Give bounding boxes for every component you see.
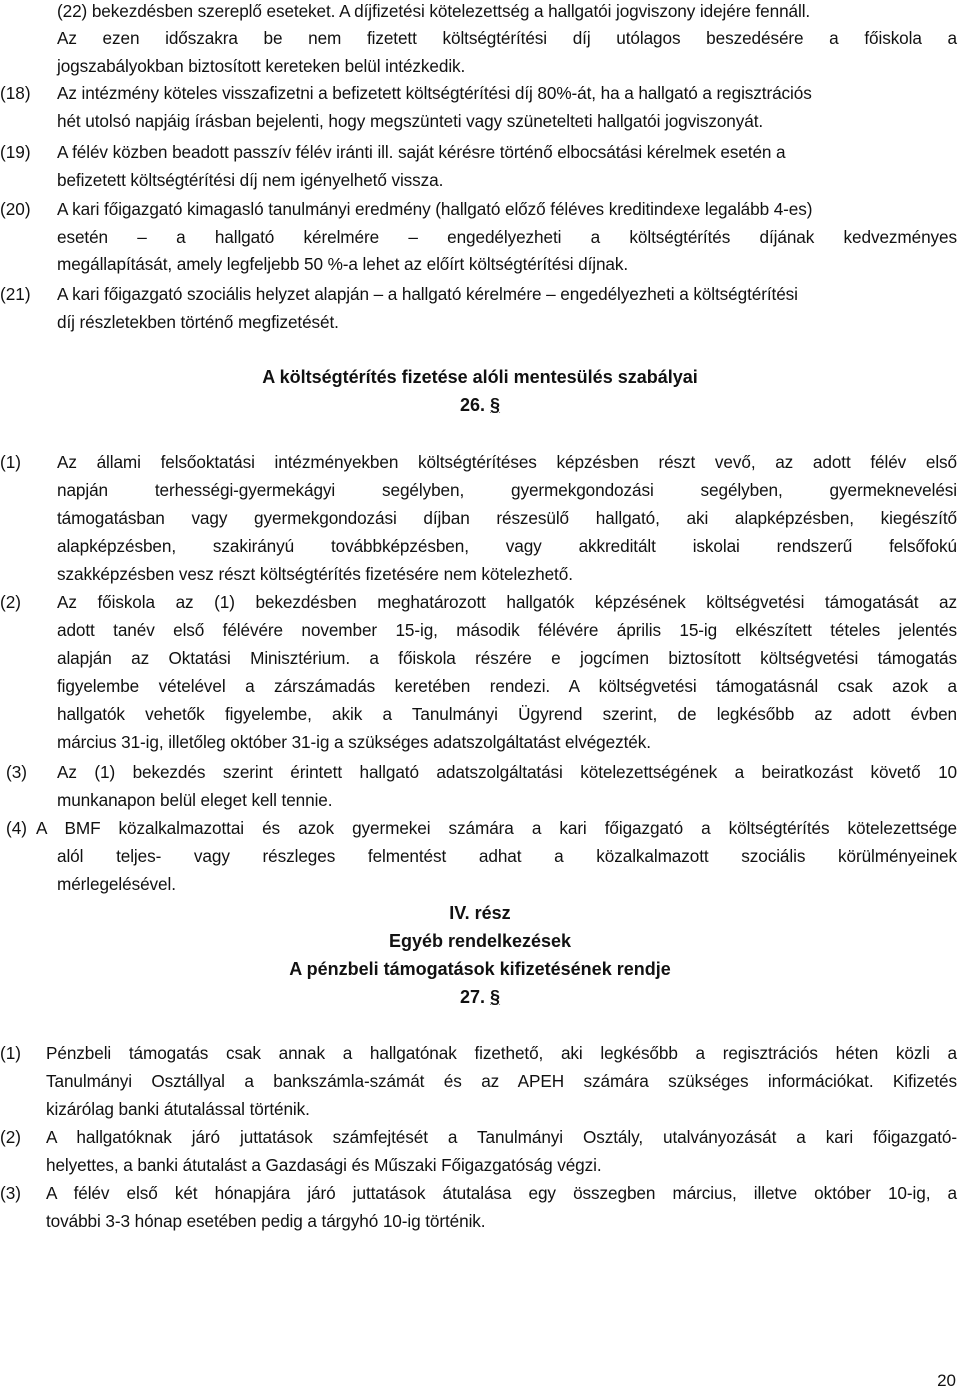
paragraph-line: Pénzbeli támogatás csak annak a hallgatónak fizethető, aki legkésőbb a regisztrációs héten közli a — [46, 1043, 957, 1063]
paragraph-line: A félév közben beadott passzív félév iránti ill. saját kérésre történő elbocsátási kérelmek esetén a — [57, 142, 786, 162]
paragraph-line: A kari főigazgató kimagasló tanulmányi eredmény (hallgató előző féléves kreditindexe legalább 4-es) — [57, 199, 813, 219]
section-number-text: 26. — [459, 395, 485, 415]
paragraph-line: figyelembe vételével a zárszámadás keretében rendezi. A költségvetési támogatásnál csak azok a — [57, 676, 957, 696]
paragraph-line: Az (1) bekezdés szerint érintett hallgató adatszolgáltatási kötelezettségének a beiratkozást követő 10 — [57, 762, 957, 782]
paragraph-number: (3) — [0, 1183, 22, 1203]
paragraph-number: (3) — [6, 762, 28, 782]
paragraph-line: A félév első két hónapjára járó juttatások átutalása egy összegben március, illetve október 10-ig, a — [46, 1183, 957, 1203]
paragraph-number: (2) — [0, 592, 22, 612]
part-subtitle: Egyéb rendelkezések — [388, 931, 572, 951]
paragraph-line: (22) bekezdésben szereplő eseteket. A díjfizetési kötelezettség a hallgatói jogviszony idejére fennáll. — [57, 1, 811, 21]
section-mark: § — [490, 987, 501, 1007]
paragraph-number: (18) — [0, 83, 31, 103]
paragraph-line: Tanulmányi Osztállyal a bankszámla-számát és az APEH számára szükséges információkat. Kifizetés — [46, 1071, 957, 1091]
paragraph-line: munkanapon belül eleget kell tennie. — [57, 790, 333, 810]
section-number-text: 27. — [459, 987, 485, 1007]
paragraph-line: hallgatók vehetők figyelembe, akik a Tanulmányi Ügyrend szerint, de legkésőbb az adott évben — [57, 704, 957, 724]
paragraph-line: Az állami felsőoktatási intézményekben költségtérítéses képzésben részt vevő, az adott félév első — [57, 452, 957, 472]
part-title: IV. rész — [449, 903, 511, 923]
paragraph-number: (20) — [0, 199, 31, 219]
paragraph-line: díj részletekben történő megfizetését. — [57, 312, 339, 332]
paragraph-number: (19) — [0, 142, 31, 162]
paragraph-number: (1) — [0, 452, 22, 472]
paragraph-line: alapképzésben, szakirányú továbbképzésben, vagy akkreditált iskolai rendszerű felsőfokú — [57, 536, 957, 556]
paragraph-line: A hallgatóknak járó juttatások számfejtését a Tanulmányi Osztály, utalványozását a kari főigazgató- — [46, 1127, 957, 1147]
paragraph-line: Az főiskola az (1) bekezdésben meghatározott hallgatók képzésének költségvetési támogatását az — [57, 592, 957, 612]
section-mark: § — [490, 395, 501, 415]
paragraph-line: megállapítását, amely legfeljebb 50 %-a lehet az előírt költségtérítési díjnak. — [57, 254, 629, 274]
paragraph-number: (1) — [0, 1043, 22, 1063]
paragraph-line: március 31-ig, illetőleg október 31-ig a szükséges adatszolgáltatást elvégezték. — [57, 732, 651, 752]
paragraph-line: hét utolsó napjáig írásban bejelenti, hogy megszünteti vagy szünetelteti hallgatói jogviszonyát. — [57, 111, 764, 131]
paragraph-line: támogatásban vagy gyermekgondozási díjban részesülő hallgató, aki alapképzésben, kiegészítő — [57, 508, 957, 528]
paragraph-line: napján terhességi-gyermekágyi segélyben, gyermekgondozási segélyben, gyermeknevelési — [57, 480, 957, 500]
paragraph-line: A BMF közalkalmazottai és azok gyermekei számára a kari főigazgató a költségtérítés kötelezettsége — [36, 818, 957, 838]
paragraph-line: jogszabályokban biztosított kereteken belül intézkedik. — [57, 56, 466, 76]
paragraph-line: esetén – a hallgató kérelmére – engedélyezheti a költségtérítés díjának kedvezményes — [57, 227, 957, 247]
paragraph-line: szakképzésben vesz részt költségtérítés fizetésére nem kötelezhető. — [57, 564, 573, 584]
paragraph-number: (2) — [0, 1127, 22, 1147]
paragraph-line: A kari főigazgató szociális helyzet alapján – a hallgató kérelmére – engedélyezheti a költségtérítési — [57, 284, 798, 304]
paragraph-line: kizárólag banki átutalással történik. — [46, 1099, 310, 1119]
paragraph-line: Az ezen időszakra be nem fizetett költségtérítési díj utólagos beszedésére a főiskola a — [57, 28, 957, 48]
paragraph-line: alól teljes- vagy részleges felmentést adhat a közalkalmazott szociális körülményeinek — [57, 846, 957, 866]
paragraph-line: adott tanév első félévére november 15-ig, második félévére április 15-ig elkészített tételes jelentés — [57, 620, 957, 640]
paragraph-line: Az intézmény köteles visszafizetni a befizetett költségtérítési díj 80%-át, ha a hallgató a regisztrációs — [57, 83, 812, 103]
section-title: A pénzbeli támogatások kifizetésének rendje — [289, 959, 671, 979]
section-number — [0, 393, 960, 417]
paragraph-line: helyettes, a banki átutalást a Gazdasági és Műszaki Főigazgatóság végzi. — [46, 1155, 602, 1175]
paragraph-line: mérlegelésével. — [57, 874, 176, 894]
page-number: 20 — [937, 1371, 956, 1390]
section-title: A költségtérítés fizetése alóli mentesülés szabályai — [262, 367, 698, 387]
section-number — [0, 985, 960, 1009]
paragraph-line: alapján az Oktatási Minisztérium. a főiskola részére e jogcímen biztosított költségvetési támogatás — [57, 648, 957, 668]
paragraph-line: befizetett költségtérítési díj nem igényelhető vissza. — [57, 170, 444, 190]
paragraph-number: (21) — [0, 284, 31, 304]
paragraph-number: (4) — [6, 818, 28, 838]
paragraph-line: további 3-3 hónap esetében pedig a tárgyhó 10-ig történik. — [46, 1211, 486, 1231]
